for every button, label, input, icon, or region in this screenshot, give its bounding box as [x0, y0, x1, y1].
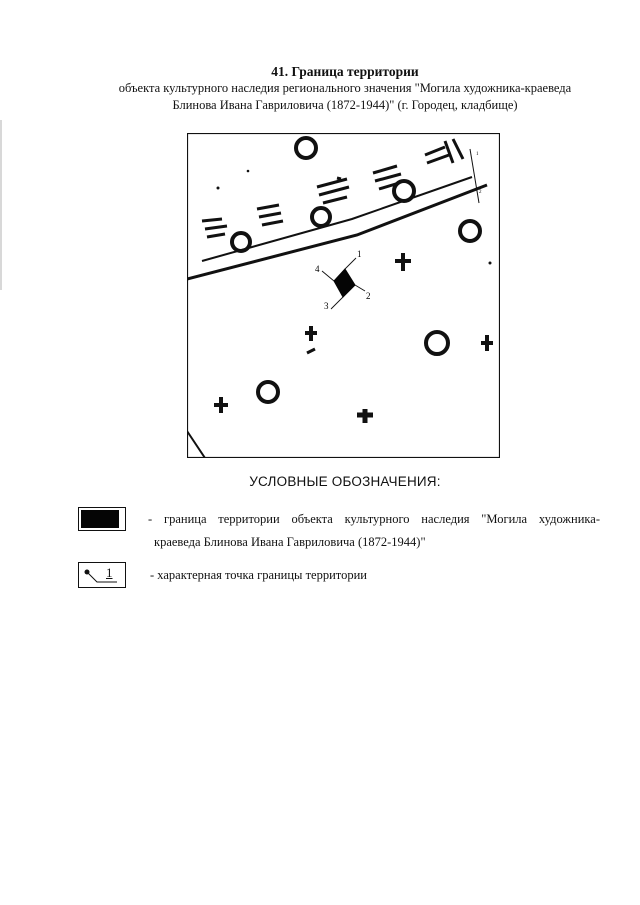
site-plan-map	[187, 133, 500, 458]
boundary-point-label-1: 1	[357, 249, 362, 259]
legend-boundary-swatch	[78, 507, 126, 531]
legend-title: УСЛОВНЫЕ ОБОЗНАЧЕНИЯ:	[249, 474, 441, 489]
subtitle-line-1: объекта культурного наследия регионального значения "Могила художника-краеведа	[118, 81, 572, 95]
dimension-mark: 1	[476, 152, 479, 157]
legend-boundary-text-line-2: краеведа Блинова Ивана Гавриловича (1872-1944)"	[154, 535, 426, 549]
survey-dot	[489, 262, 492, 265]
legend-point-sample-label: 1	[106, 565, 113, 580]
survey-dot	[217, 187, 220, 190]
legend-point-swatch	[78, 562, 126, 588]
legend-point-text: - характерная точка границы территории	[150, 568, 367, 582]
document-heading: 41. Граница территории	[271, 64, 419, 79]
boundary-point-label-2: 2	[366, 291, 371, 301]
boundary-point-label-4: 4	[315, 264, 320, 274]
legend-boundary-fill	[81, 510, 119, 528]
site-plan-drawing	[187, 133, 500, 458]
dimension-mark: 2	[479, 190, 482, 195]
document-subtitle	[80, 80, 610, 114]
scan-margin-line	[0, 120, 2, 290]
survey-dot	[247, 170, 250, 173]
subtitle-line-2: Блинова Ивана Гавриловича (1872-1944)" (г. Городец, кладбище)	[172, 98, 518, 112]
legend-boundary-text-line-1: - граница территории объекта культурного наследия "Могила художника-	[148, 512, 600, 526]
boundary-point-label-3: 3	[324, 301, 329, 311]
legend-point-icon	[79, 563, 127, 589]
